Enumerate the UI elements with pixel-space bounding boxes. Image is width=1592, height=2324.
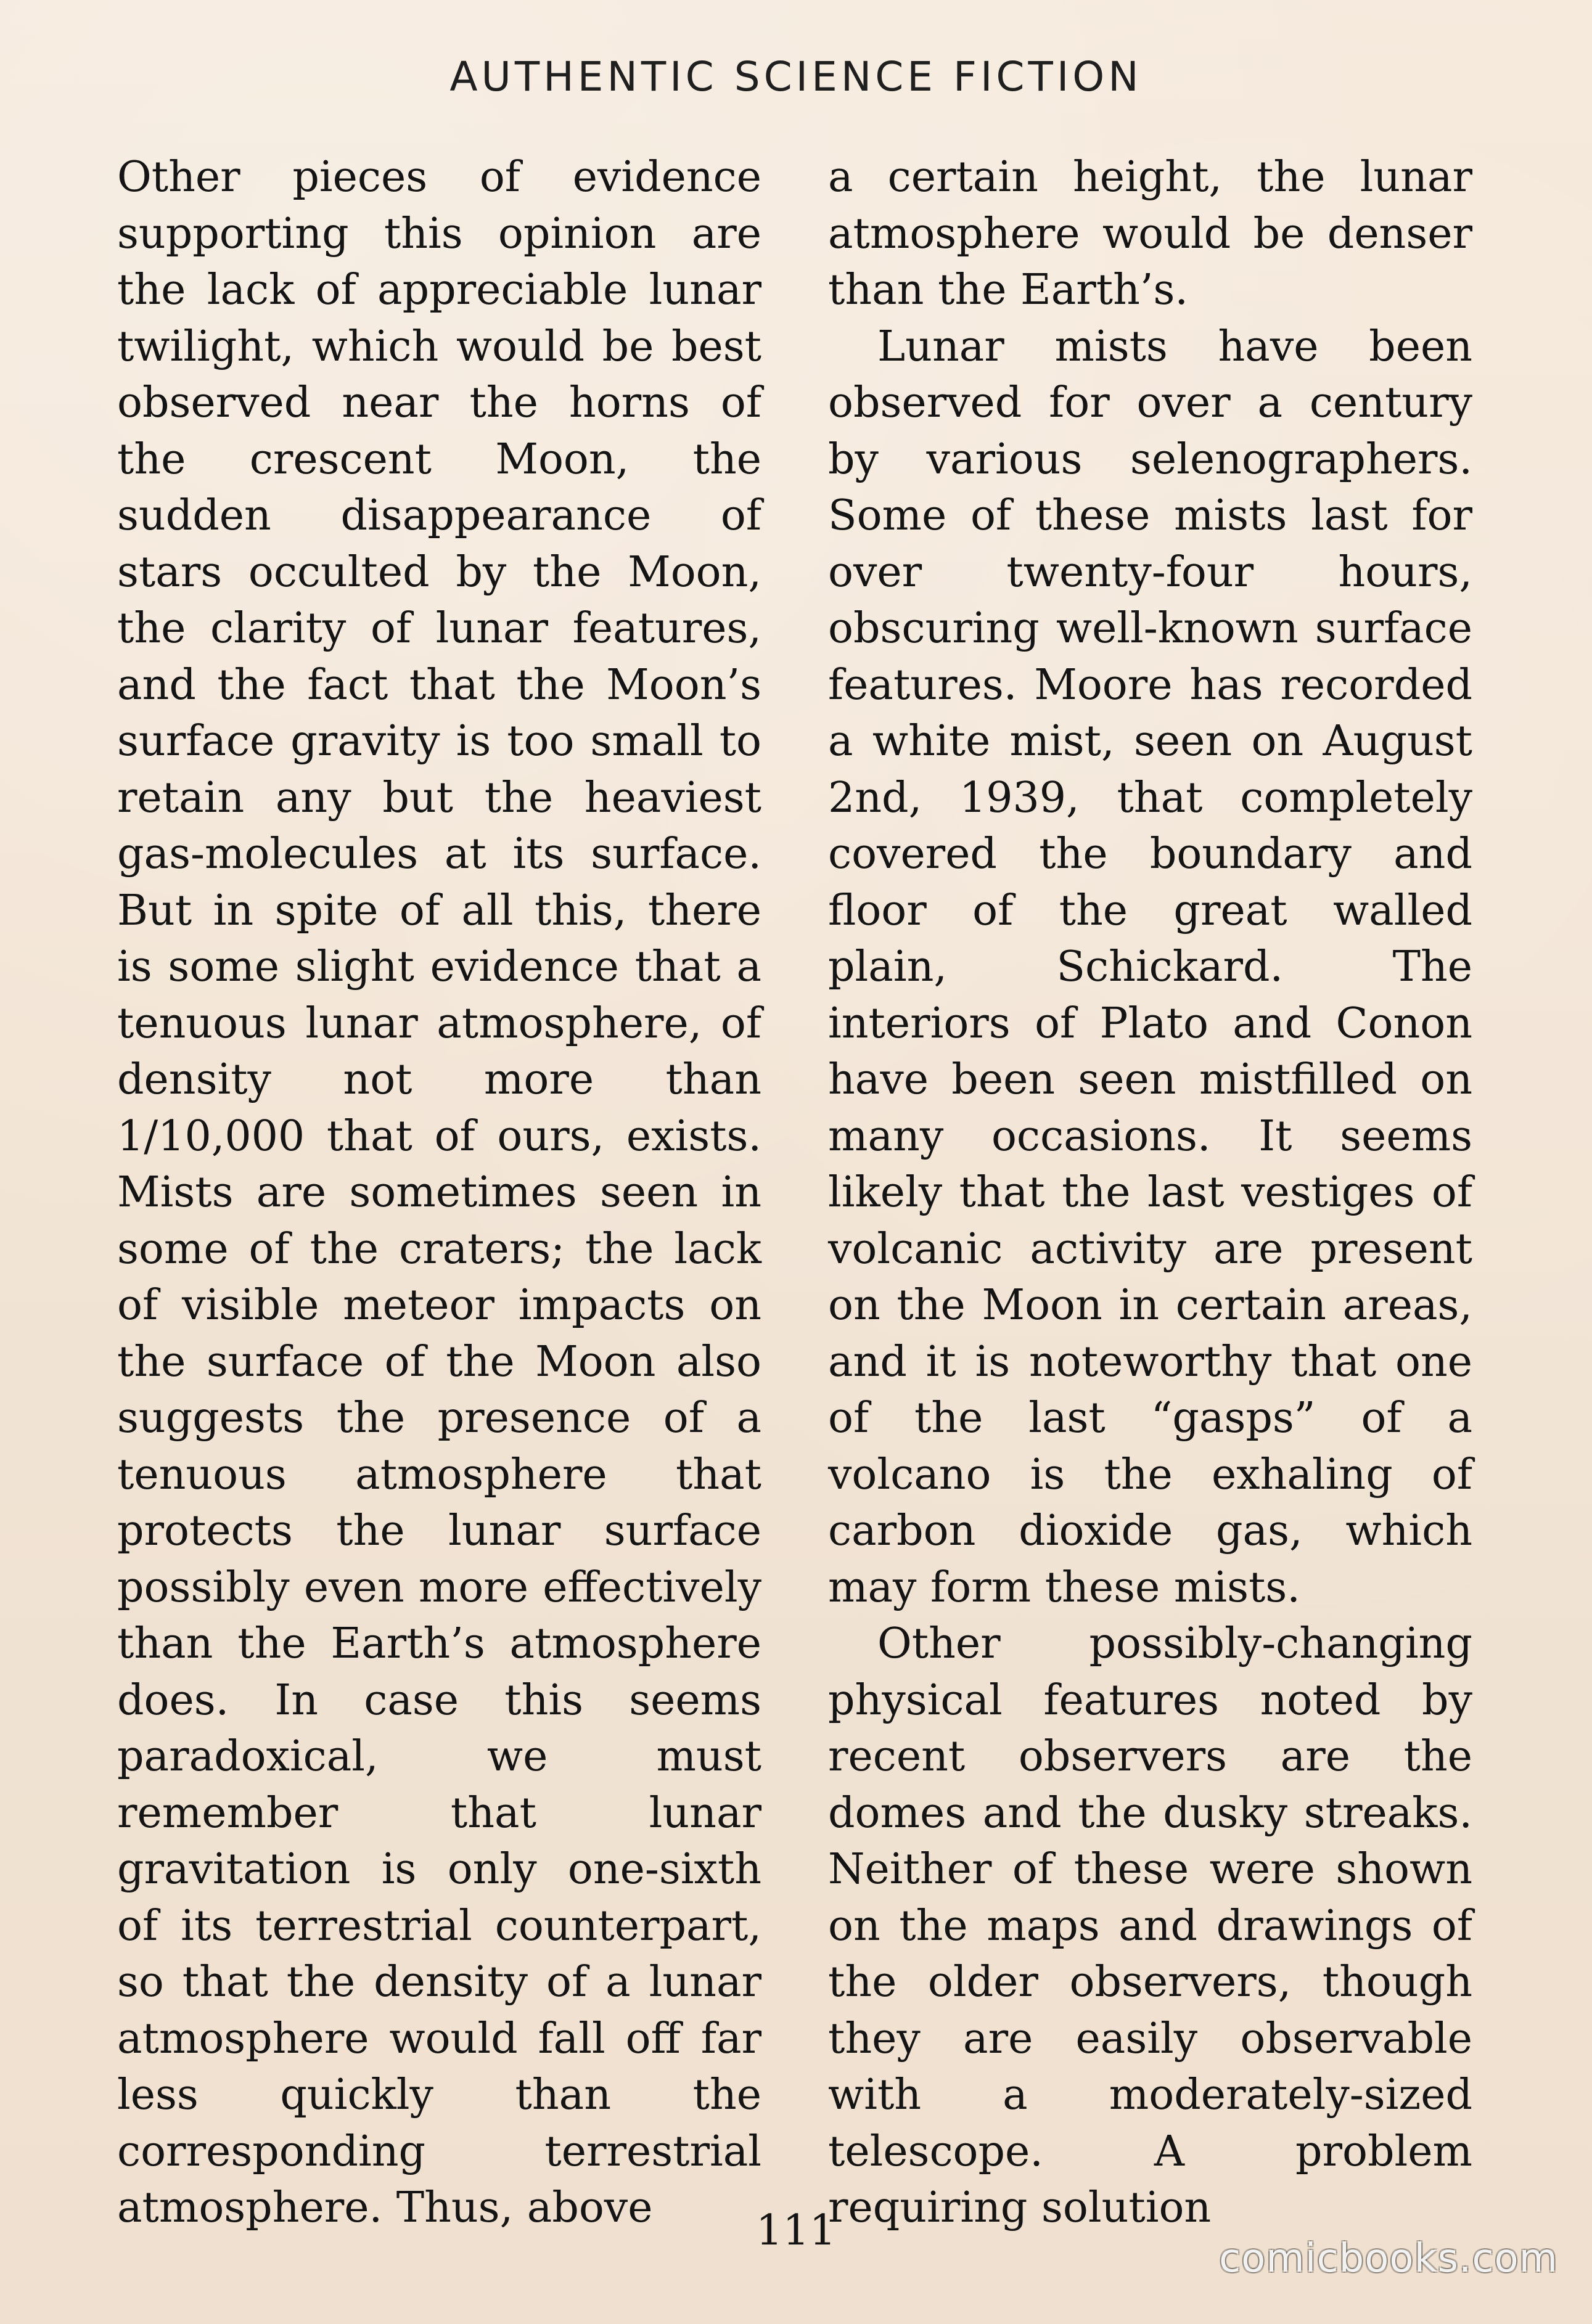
text-column-right: [828, 149, 1472, 2232]
paragraph-right-3: Other possibly-changing physical features noted by recent observers are the domes and the dusky streaks. Neither of these were shown on the maps and drawings of the older observers, though they are easily observable with a moderately-sized telescope. A problem requiring solution: [828, 1619, 1472, 2232]
paragraph-right-1: a certain height, the lunar atmosphere would be denser than the Earth’s.: [828, 153, 1472, 314]
running-head-title: AUTHENTIC SCIENCE FICTION: [449, 53, 1143, 100]
paragraph-left-1: Other pieces of evidence supporting this opinion are the lack of appreciable lunar twilight, which would be best observed near the horns of the crescent Moon, the sudden disappearance of stars occulted by the Moon, the clarity of lunar features, and the fact that the Moon’s surface gravity is too small to retain any but the heaviest gas-molecules at its surface. But in spite of all this, there is some slight evidence that a tenuous lunar atmosphere, of density not more than 1/10,000 that of ours, exists. Mists are sometimes seen in some of the craters; the lack of visible meteor impacts on the surface of the Moon also suggests the presence of a tenuous atmosphere that protects the lunar surface possibly even more effectively than the Earth’s atmosphere does. In case this seems paradoxical, we must remember that lunar gravitation is only one-sixth of its terrestrial counterpart, so that the density of a lunar atmosphere would fall off far less quickly than the corresponding terrestrial atmosphere. Thus, above: [117, 153, 761, 2232]
text-column-left: [117, 149, 761, 2232]
page-number: 111: [756, 2206, 836, 2255]
paragraph-right-2: Lunar mists have been observed for over a century by various selenographers. Some of these mists last for over twenty-four hours, obscuring well-known surface features. Moore has recorded a white mist, seen on August 2nd, 1939, that completely covered the boundary and floor of the great walled plain, Schickard. The interiors of Plato and Conon have been seen mistfilled on many occasions. It seems likely that the last vestiges of volcanic activity are present on the Moon in certain areas, and it is noteworthy that one of the last “gasps” of a volcano is the exhaling of carbon dioxide gas, which may form these mists.: [828, 322, 1472, 1612]
source-watermark: comicbooks.com: [1218, 2236, 1558, 2281]
